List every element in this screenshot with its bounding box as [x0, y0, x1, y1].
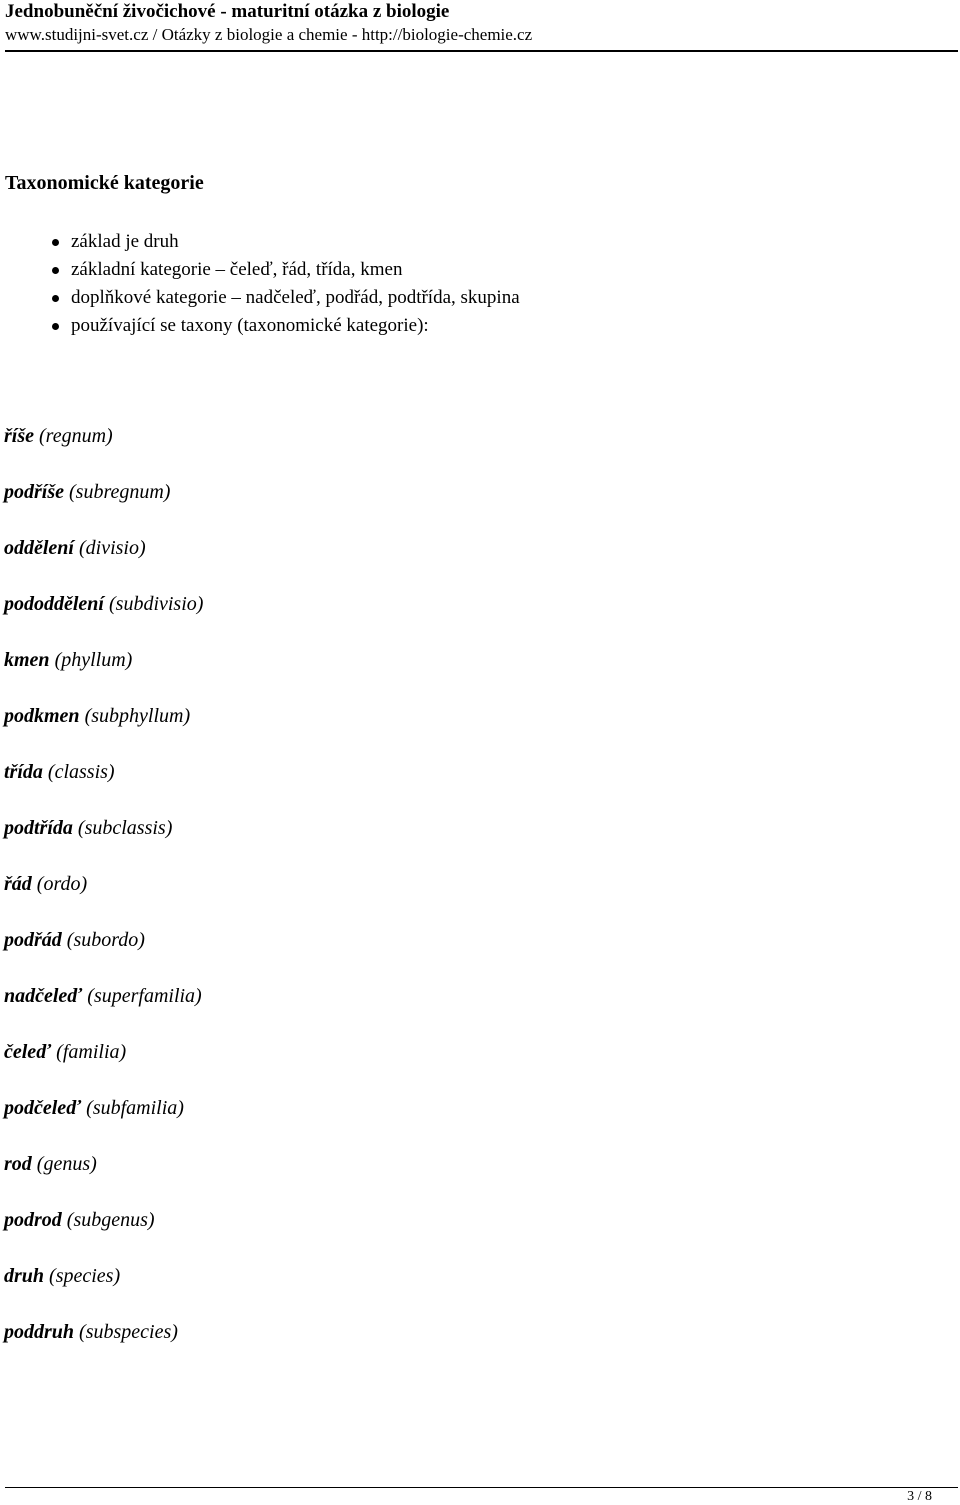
taxon-item — [4, 646, 203, 702]
taxon-item — [4, 422, 203, 478]
taxon-latin: (regnum) — [39, 425, 113, 447]
list-item — [0, 312, 520, 340]
taxon-czech: oddělení — [4, 537, 74, 559]
taxon-item — [4, 1038, 203, 1094]
page-number: 3 / 8 — [907, 1489, 932, 1504]
list-item-text: základní kategorie – čeleď, řád, třída, kmen — [71, 259, 403, 280]
document-title: Jednobuněční živočichové - maturitní otázka z biologie — [5, 1, 450, 22]
taxon-czech: podčeleď — [4, 1097, 82, 1119]
taxon-czech: poddruh — [4, 1321, 75, 1343]
taxon-item — [4, 870, 203, 926]
taxon-item — [4, 758, 203, 814]
taxa-list — [4, 422, 203, 1374]
taxon-item — [4, 1318, 203, 1374]
taxon-latin: (subclassis) — [77, 817, 173, 839]
taxon-item — [4, 478, 203, 534]
bullet-icon — [52, 239, 59, 246]
document-source: www.studijni-svet.cz / Otázky z biologie a chemie - http://biologie-chemie.cz — [5, 25, 533, 44]
section-title: Taxonomické kategorie — [5, 172, 204, 194]
taxon-czech: rod — [4, 1153, 32, 1175]
taxon-latin: (familia) — [56, 1041, 127, 1063]
taxon-item — [4, 590, 203, 646]
taxon-item — [4, 982, 203, 1038]
taxon-latin: (subgenus) — [66, 1209, 155, 1231]
taxon-czech: kmen — [4, 649, 50, 671]
taxon-item — [4, 1206, 203, 1262]
taxon-czech: podříše — [4, 481, 64, 503]
taxon-czech: pododdělení — [4, 593, 104, 615]
taxon-latin: (genus) — [36, 1153, 97, 1175]
taxon-item — [4, 534, 203, 590]
list-item-text: doplňkové kategorie – nadčeleď, podřád, podtřída, skupina — [71, 287, 520, 308]
taxon-latin: (ordo) — [36, 873, 88, 895]
bullet-icon — [52, 267, 59, 274]
taxon-latin: (species) — [49, 1265, 121, 1287]
taxon-czech: druh — [4, 1265, 45, 1287]
taxon-item — [4, 1262, 203, 1318]
taxon-latin: (subfamilia) — [86, 1097, 184, 1119]
taxon-czech: třída — [4, 761, 43, 783]
taxon-czech: podřád — [4, 929, 62, 951]
taxon-czech: podkmen — [4, 705, 80, 727]
taxon-latin: (subspecies) — [79, 1321, 178, 1343]
taxon-latin: (divisio) — [79, 537, 146, 559]
taxon-czech: nadčeleď — [4, 985, 83, 1007]
bullet-icon — [52, 323, 59, 330]
taxon-item — [4, 814, 203, 870]
taxon-item — [4, 1150, 203, 1206]
taxon-latin: (classis) — [47, 761, 115, 783]
taxon-czech: čeleď — [4, 1041, 52, 1063]
bullet-list — [0, 228, 520, 340]
footer-divider — [5, 1487, 958, 1488]
taxon-czech: řád — [4, 873, 32, 895]
list-item-text: základ je druh — [71, 231, 179, 252]
taxon-item — [4, 1094, 203, 1150]
taxon-item — [4, 702, 203, 758]
list-item — [0, 256, 520, 284]
taxon-latin: (subphyllum) — [84, 705, 191, 727]
taxon-czech: podrod — [4, 1209, 62, 1231]
taxon-latin: (phyllum) — [54, 649, 133, 671]
page-header — [5, 0, 958, 45]
bullet-icon — [52, 295, 59, 302]
taxon-czech: podtřída — [4, 817, 73, 839]
taxon-latin: (subordo) — [66, 929, 145, 951]
header-divider — [5, 50, 958, 52]
taxon-latin: (subdivisio) — [109, 593, 204, 615]
taxon-czech: říše — [4, 425, 34, 447]
taxon-latin: (superfamilia) — [87, 985, 202, 1007]
list-item-text: používající se taxony (taxonomické kategorie): — [71, 315, 429, 336]
taxon-latin: (subregnum) — [69, 481, 171, 503]
taxon-item — [4, 926, 203, 982]
list-item — [0, 284, 520, 312]
list-item — [0, 228, 520, 256]
